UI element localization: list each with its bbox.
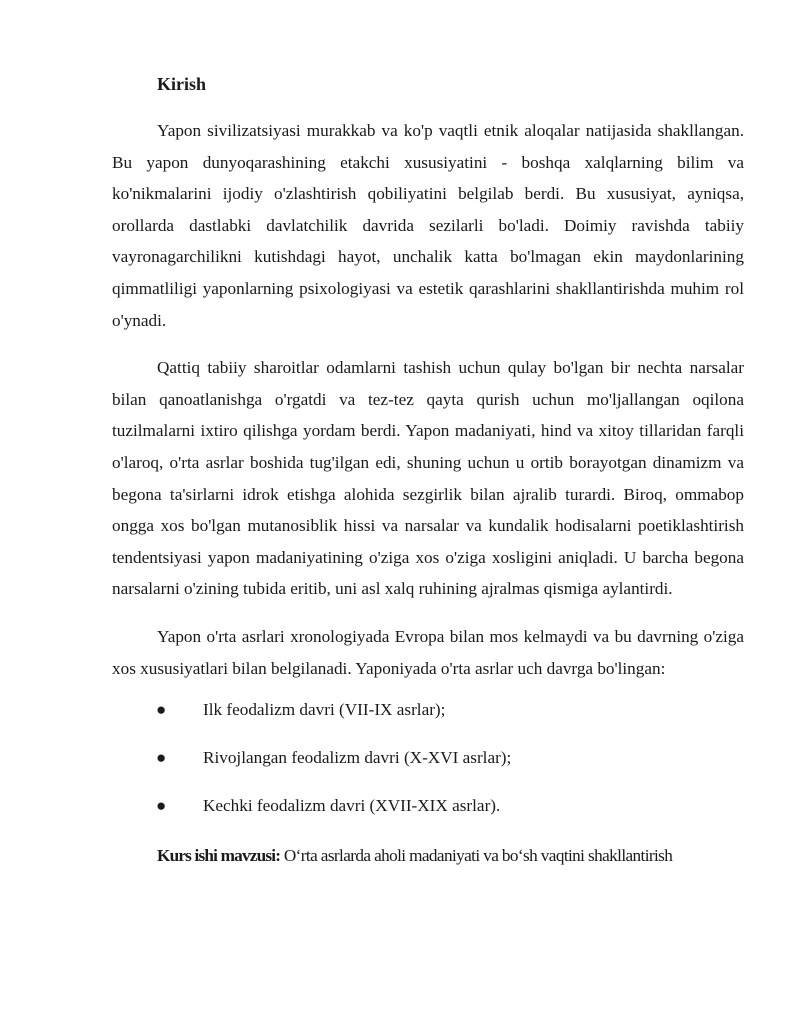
course-topic <box>157 842 744 870</box>
bullet-icon: ● <box>156 748 167 768</box>
paragraph-2: Qattiq tabiiy sharoitlar odamlarni tashish uchun qulay bo'lgan bir nechta narsalar bilan qanoatlanishga o'rgatdi va tez-tez qayta qurish uchun mo'ljallangan oqilona tuzilmalarni ixtiro qilishga yordam berdi. Yapon madaniyati, hind va xitoy tillaridan farqli o'laroq, o'rta asrlar boshida tug'ilgan edi, shuning uchun u ortib borayotgan dinamizm va begona ta'sirlarni idrok etishga alohida sezgirlik bilan ajralib turardi. Biroq, ommabop ongga xos bo'lgan mutanosiblik hissi va narsalar va kundalik hodisalarni poetiklashtirish tendentsiyasi yapon madaniyatining o'ziga xos o'ziga xosligini aniqladi. U barcha begona narsalarni o'zining tubida eritib, uni asl xalq ruhining ajralmas qismiga aylantirdi. <box>112 358 744 599</box>
list-item <box>112 794 744 818</box>
list-item <box>112 746 744 770</box>
list-item-text: Ilk feodalizm davri (VII-IX asrlar); <box>203 700 446 720</box>
list-item-text: Rivojlangan feodalizm davri (X-XVI asrlar); <box>203 748 512 768</box>
paragraph-1: Yapon sivilizatsiyasi murakkab va ko'p vaqtli etnik aloqalar natijasida shakllangan. Bu yapon dunyoqarashining etakchi xususiyatini - boshqa xalqlarning bilim va ko'nikmalarini ijodiy o'zlashtirish qobiliyatini belgilab berdi. Bu xususiyat, ayniqsa, orollarda dastlabki davlatchilik davrida sezilarli bo'ladi. Doimiy ravishda tabiiy vayronagarchilikni kutishdagi hayot, unchalik katta bo'lmagan ekin maydonlarining qimmatliligi yaponlarning psixologiyasi va estetik qarashlarini shakllantirishda muhim rol o'ynadi. <box>112 121 744 330</box>
document-page <box>112 70 744 870</box>
course-topic-label: Kurs ishi mavzusi: <box>157 846 281 866</box>
section-heading: Kirish <box>157 74 207 94</box>
paragraph-3: Yapon o'rta asrlari xronologiyada Evropa bilan mos kelmaydi va bu davrning o'ziga xos xususiyatlari bilan belgilanadi. Yaponiyada o'rta asrlar uch davrga bo'lingan: <box>112 626 744 678</box>
course-topic-text: O‘rta asrlarda aholi madaniyati va bo‘sh vaqtini shakllantirish <box>283 846 673 866</box>
bullet-icon: ● <box>156 700 167 720</box>
list-item <box>112 698 744 722</box>
bullet-icon: ● <box>156 796 167 816</box>
list-item-text: Kechki feodalizm davri (XVII-XIX asrlar). <box>203 796 501 816</box>
period-list <box>112 698 744 818</box>
